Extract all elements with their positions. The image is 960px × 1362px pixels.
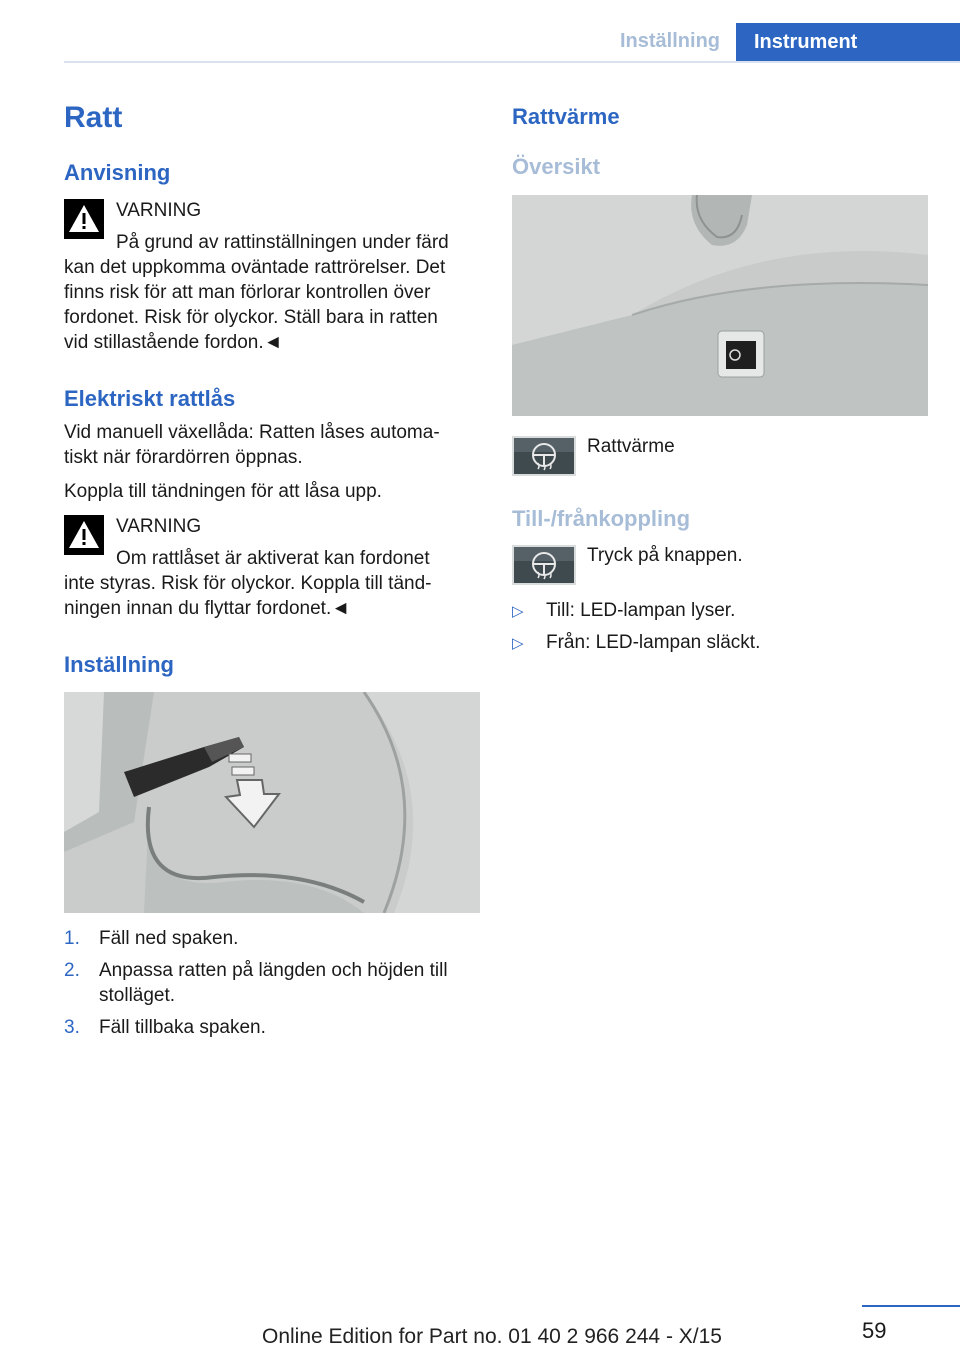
warning-text-line: vid stillastående fordon.◄ — [64, 332, 283, 353]
step-text: stolläget. — [99, 985, 176, 1006]
triangle-right-icon: ▷ — [512, 603, 524, 620]
header-chapter-tab: Instrument — [736, 23, 960, 63]
installning-heading: Inställning — [64, 652, 174, 677]
rattlas-paragraph-line: Vid manuell växellåda: Ratten låses automa‐ — [64, 422, 440, 443]
warning-text-first: Om rattlåset är aktiverat kan fordonet — [116, 548, 430, 569]
step-text: Fäll ned spaken. — [99, 928, 239, 949]
rattlas-paragraph-2: Koppla till tändningen för att låsa upp. — [64, 481, 382, 502]
rattlas-heading: Elektriskt rattlås — [64, 386, 236, 411]
list-item: Från: LED-lampan släckt. — [546, 632, 761, 653]
heated-steering-wheel-icon — [512, 436, 576, 476]
anvisning-heading: Anvisning — [64, 160, 171, 185]
warning-triangle-icon — [64, 515, 104, 555]
page-title: Ratt — [64, 101, 123, 134]
heated-wheel-button-illustration — [512, 195, 928, 416]
step-number: 2. — [64, 960, 80, 981]
warning-label: VARNING — [116, 516, 202, 537]
oversikt-heading: Översikt — [512, 154, 601, 179]
rattlas-paragraph-line: tiskt när förardörren öppnas. — [64, 447, 303, 468]
warning-text-first: På grund av rattinställningen under färd — [116, 232, 449, 253]
footer-edition: Online Edition for Part no. 01 40 2 966 244 - X/15 — [262, 1325, 722, 1348]
warning-triangle-icon — [64, 199, 104, 239]
page-number: 59 — [862, 1318, 887, 1343]
list-item: Till: LED-lampan lyser. — [546, 600, 736, 621]
header-rule — [64, 61, 960, 63]
warning-text-line: finns risk för att man förlorar kontrollen över — [64, 282, 431, 303]
triangle-right-icon: ▷ — [512, 635, 524, 652]
heated-steering-wheel-icon — [512, 545, 576, 585]
warning-text-line: kan det uppkomma oväntade rattrörelser. Det — [64, 257, 446, 278]
warning-text-line: fordonet. Risk för olyckor. Ställ bara in ratten — [64, 307, 438, 328]
steering-lever-illustration — [64, 692, 480, 913]
footer-rule — [862, 1305, 960, 1307]
step-text: Anpassa ratten på längden och höjden till — [99, 960, 448, 981]
warning-text-line: ningen innan du flyttar fordonet.◄ — [64, 598, 351, 619]
warning-label: VARNING — [116, 200, 202, 221]
step-number: 1. — [64, 928, 80, 949]
koppling-instruction: Tryck på knappen. — [587, 545, 743, 566]
step-text: Fäll tillbaka spaken. — [99, 1017, 266, 1038]
step-number: 3. — [64, 1017, 80, 1038]
rattvarme-title: Rattvärme — [512, 104, 620, 129]
heated-wheel-icon-label: Rattvärme — [587, 436, 675, 457]
warning-text-line: inte styras. Risk för olyckor. Koppla till tänd‐ — [64, 573, 432, 594]
header-section: Inställning — [620, 30, 720, 52]
koppling-heading: Till-/frånkoppling — [512, 506, 691, 531]
